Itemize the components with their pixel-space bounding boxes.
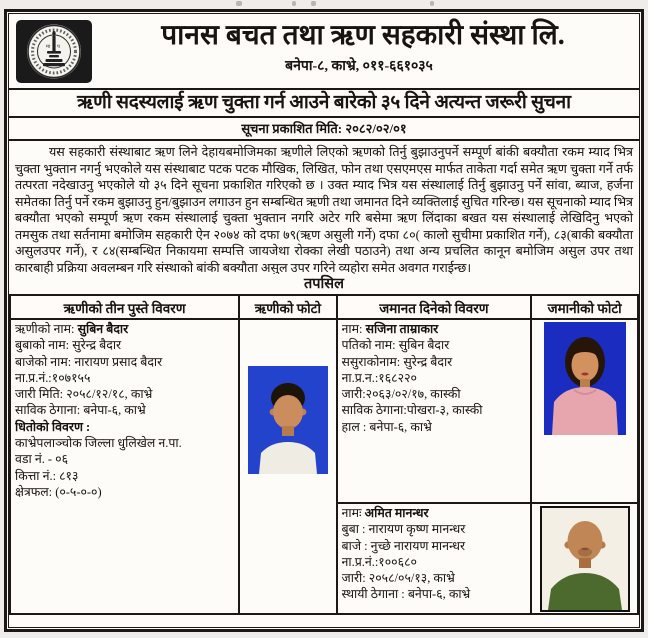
table-row xyxy=(10,319,638,503)
col-header-guarantor-details: जमानत दिनेको विवरण xyxy=(337,295,532,319)
guarantor1-photo-cell xyxy=(531,319,638,503)
table-header-row xyxy=(10,295,638,319)
guarantor1-former-address-line: साविक ठेगाना:पोखरा-३, कास्की xyxy=(341,403,483,418)
letterhead xyxy=(9,16,639,90)
guarantor1-husband-line: पतिको नाम: सुबिन बैदार xyxy=(341,338,450,353)
collateral-heading: धितोको विवरण : xyxy=(15,419,91,434)
guarantor1-details-cell xyxy=(337,319,532,503)
notice-body-paragraph: यस सहकारी संस्थाबाट ऋण लिने देहायबमोजिमका ऋणीले लिएको ऋणको तिर्नु बुझाउनुपर्ने सम्पूर्ण बांकी बक्यौता रकम म्याद भित्र चुक्ता भुक्तान नगर्नु भएकोले यस संस्थाबाट पटक पटक मौखिक, लिखित, फोन तथा एसएमएस मार्फत ताकेता गर्दा समेत ऋण चुक्ता गर्ने तर्फ तत्परता नदेखाउनु भएकोले यो ३५ दिने सूचना प्रकाशित गरिएको छ । उक्त म्याद भित्र यस संस्थालाई तिर्नु बुझाउनु पर्ने सांवा, ब्याज, हर्जना समेतका तिर्नु पर्ने रकम बुझाउनु हुन/बुझाउन लगाउन हुन सम्बन्धित ऋणी तथा जमानत दिने व्यक्तिलाई सुचित गरिन्छ। यस सूचनाको म्याद भित्र बक्यौता भएको सम्पूर्ण ऋण रकम संस्थालाई चुक्ता भुक्तान नगरि अटेर गरि बसेमा ऋण लिंदाका बखत यस संस्थालाई लेखिदिनु भएको तमसुक तथा सर्तनामा बमोजिम सहकारी ऐन २०७४ को दफा ७९(ऋण असुली गर्ने) दफा ८०( कालो सुचीमा प्रकाशित गर्ने), ८३(बाकी बक्यौता असुलउपर गर्ने), र ८४(सम्बन्धित निकायमा सम्पत्ति जायजेथा रोक्का लेखी पठाउने) तथा अन्य प्रचलित कानून बमोजिम असुल उपर तथा कारबाही प्रक्रिया अवलम्बन गरि संस्थाको बांकी बक्यौता असुल उपर गरिने व्यहोरा समेत अवगत गराईन्छ। xyxy=(15,145,633,274)
borrower-details-table xyxy=(9,294,639,615)
guarantor1-photo xyxy=(544,322,626,435)
publish-date-line: सूचना प्रकाशित मिति: २०८२/०२/०१ xyxy=(9,118,639,141)
borrower-name-line: ऋणीको नाम: सुबिन बैदार xyxy=(15,322,129,336)
guarantor1-issue-date-line: जारी:२०६३/०२/१७, कास्की xyxy=(341,387,461,402)
borrower-grandfather-line: बाजेको नाम: नारायण प्रसाद बैदार xyxy=(15,354,163,369)
collateral-district-line: काभ्रेपलाञ्चोक जिल्ला धुलिखेल न.पा. xyxy=(15,436,182,451)
col-header-borrower-details: ऋणीको तीन पुस्ते विवरण xyxy=(10,295,239,319)
guarantor2-issue-date-line: जारी: २०५८/०५/१३, काभ्रे xyxy=(341,571,455,586)
section-title-tapasil: तपसिल xyxy=(304,276,344,292)
guarantor1-name-line: नाम: सजिना ताम्राकार xyxy=(341,322,439,336)
col-header-guarantor-photo: जमानीको फोटो xyxy=(531,295,638,319)
cropped-text-remnant xyxy=(292,1,296,6)
cropped-text-remnant xyxy=(430,1,434,6)
notice-headline: ऋणी सदस्यलाई ऋण चुक्ता गर्न आउने बारेको ३५ दिने अत्यन्त जरूरी सुचना xyxy=(9,90,639,118)
borrower-former-address-line: साविक ठेगाना: बनेपा-६, काभ्रे xyxy=(15,403,146,418)
guarantor2-name-line: नामः अमित मानन्धर xyxy=(341,506,429,520)
borrower-photo xyxy=(248,366,328,474)
cropped-text-remnant xyxy=(311,1,316,6)
guarantor2-grandfather-line: बाजे : नुच्छे नारायण मानन्धर xyxy=(341,538,466,553)
borrower-citizenship-no-line: ना.प्र.नं.:१०७१५५ xyxy=(15,370,91,385)
collateral-ward-line: वडा नं. - ०६ xyxy=(15,452,69,467)
borrower-photo-cell xyxy=(239,319,336,614)
notice-inner-frame xyxy=(8,13,640,628)
guarantor2-photo xyxy=(540,506,630,612)
borrower-father-line: बुबाको नाम: सुरेन्द्र बैदार xyxy=(15,338,122,353)
borrower-details-cell xyxy=(10,319,239,614)
cropped-text-remnant xyxy=(236,1,242,6)
cooperative-seal-logo xyxy=(16,20,92,83)
svg-text:मा: मा xyxy=(46,45,51,50)
collateral-area-line: क्षेत्रफल: (०-५-०-०) xyxy=(15,484,102,499)
org-name: पानस बचत तथा ऋण सहकारी संस्था लि. xyxy=(161,20,565,51)
guarantor2-permanent-address-line: स्थायी ठेगाना : बनेपा-६, काभ्रे xyxy=(341,587,471,602)
borrower-issue-date-line: जारी मिति: २०५८/१२/१८, काभ्रे xyxy=(15,387,153,402)
guarantor1-current-address-line: हाल : बनेपा-६, काभ्रे xyxy=(341,419,432,434)
guarantor2-citizenship-no-line: ना.प्र.नं.:१००६८० xyxy=(341,554,417,569)
svg-text:प: प xyxy=(57,45,60,50)
collateral-plot-line: कित्ता नं.: ८१३ xyxy=(15,468,79,483)
guarantor2-details-cell xyxy=(337,503,532,614)
guarantor2-photo-cell xyxy=(531,503,638,614)
guarantor1-citizenship-no-line: ना.प्र.न.:१६८२२० xyxy=(341,370,417,385)
org-address: बनेपा-८, काभ्रे, ०११-६६१०३५ xyxy=(285,59,433,74)
guarantor2-father-line: बुबा : नारायण कृष्ण मानन्धर xyxy=(341,522,466,537)
col-header-borrower-photo: ऋणीको फोटो xyxy=(239,295,336,319)
guarantor1-fatherinlaw-line: ससुराकोनाम: सुरेन्द्र बैदार xyxy=(341,354,453,369)
notice-document xyxy=(4,9,644,632)
